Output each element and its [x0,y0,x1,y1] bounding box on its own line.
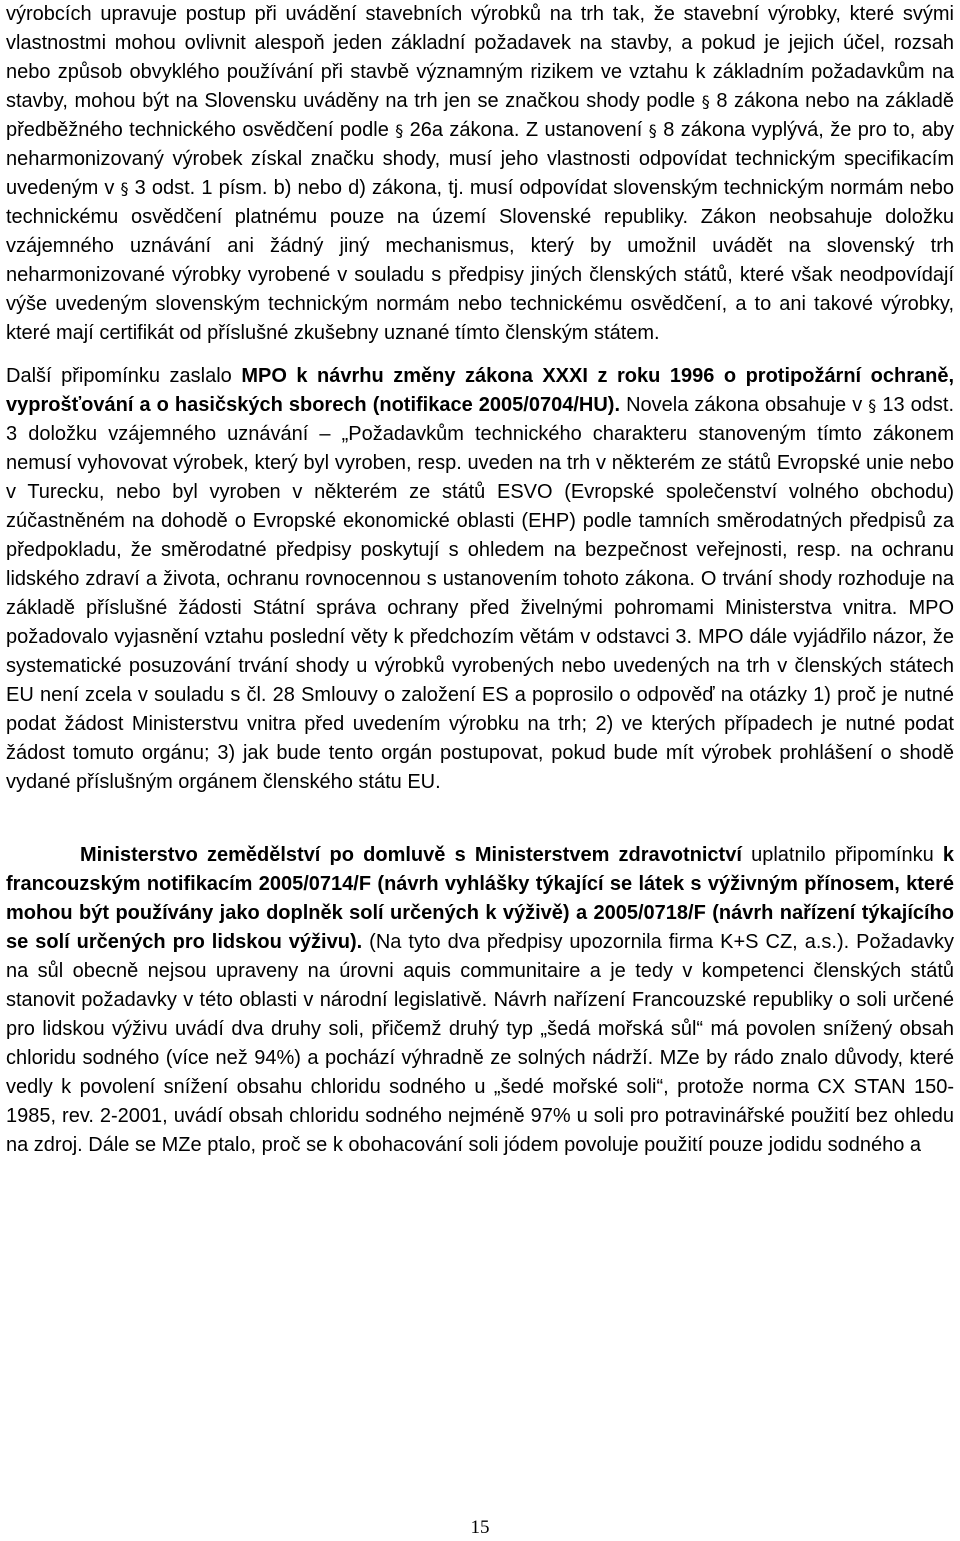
text-run: Další připomínku zaslalo [6,365,242,387]
text-run: 8 zákona vyplývá, že pro to, aby neharmonizovaný výrobek získal značku shody, musí jeho vlastnosti odpovídat technickým specifikacím uvedeným v [6,119,954,199]
page-number: 15 [470,1517,490,1538]
document-page [6,0,954,1160]
bold-heading-run: k francouzským notifikacím 2005/0714/F (návrh vyhlášky týkající se látek s výživným přínosem, které mohou být používány jako doplněk solí určených k výživě) a 2005/0718/F (návrh nařízení týkajícího se solí určených pro lidskou výživu). [6,844,954,953]
bold-heading-run: MPO k návrhu změny zákona XXXI z roku 1996 o protipožární ochraně, vyprošťování a o hasičských sborech (notifikace 2005/0704/HU). [6,365,954,416]
paragraph-slovak-construction-products [6,0,954,348]
text-run: 3 odst. 1 písm. b) nebo d) zákona, tj. musí odpovídat slovenským technickým normám nebo technickému osvědčení platnému pouze na území Slovenské republiky. Zákon neobsahuje doložku vzájemného uznávání ani žádný jiný mechanismus, který by umožnil uvádět na slovenský trh neharmonizované výrobky vyrobené v souladu s předpisy jiných členských států, které však neodpovídají výše uvedeným slovenským technickým normám nebo technickému osvědčení, a to ani takové výrobky, které mají certifikát od příslušné zkušebny uznané tímto členským státem. [6,177,954,344]
text-run: 13 odst. 3 doložku vzájemného uznávání – „Požadavkům technického charakteru stanoveným tímto zákonem nemusí vyhovovat výrobek, který byl vyroben, resp. uveden na trh v některém ze států Evropské unie nebo v Turecku, nebo byl vyroben v některém ze států ESVO (Evropské společenství volného obchodu) zúčastněném na dohodě o Evropské ekonomické oblasti (EHP) podle tamních směrodatných předpisů za předpokladu, že směrodatné předpisy poskytují s ohledem na bezpečnost veřejnosti, resp. na ochranu lidského zdraví a života, ochranu rovnocennou s ustanovením tohoto zákona. O trvání shody rozhoduje na základě příslušné žádosti Státní správa ochrany před živelnými pohromami Ministerstva vnitra. MPO požadovalo vyjasnění vztahu poslední věty k předchozím větám v odstavci 3. MPO dále vyjádřilo názor, že systematické posuzování trvání shody u výrobků vyrobených nebo uvedených na trh v členských státech EU není zcela v souladu s čl. 28 Smlouvy o založení ES a poprosilo o odpověď na otázky 1) proč je nutné podat žádost Ministerstvu vnitra před uvedením výrobku na trh; 2) ve kterých případech je nutné podat žádost tomuto orgánu; 3) jak bude tento orgán postupovat, pokud bude mít výrobek prohlášení o shodě vydané příslušným orgánem členského státu EU. [6,394,954,793]
text-run: výrobcích upravuje postup při uvádění stavebních výrobků na trh tak, že stavební výrobky, které svými vlastnostmi mohou ovlivnit alespoň jeden základní požadavek na stavby, a pokud je jejich účel, rozsah nebo způsob obvyklého používání při stavbě významným rizikem ve vztahu k základním požadavkům na stavby, mohou být na Slovensku uváděny na trh jen se značkou shody podle [6,3,954,112]
text-run: (Na tyto dva předpisy upozornila firma K+S CZ, a.s.). Požadavky na sůl obecně nejsou upraveny na úrovni aquis communitaire a je tedy v kompetenci členských států stanovit požadavky v této oblasti v národní legislativě. Návrh nařízení Francouzské republiky o soli určené pro lidskou výživu uvádí dva druhy soli, přičemž druhý typ „šedá mořská sůl“ má povolen snížený obsah chloridu sodného (více než 94%) a pochází výhradně ze solných nádrží. MZe by rádo znalo důvody, které vedly k povolení snížení obsahu chloridu sodného u „šedé mořské soli“, protože norma CX STAN 150-1985, rev. 2-2001, uvádí obsah chloridu sodného nejméně 97% u soli pro potravinářské použití bez ohledu na zdroj. Dále se MZe ptalo, proč se k obohacování soli jódem povoluje použití pouze jodidu sodného a [6,931,954,1156]
text-run: 26a zákona. Z ustanovení [403,119,649,141]
text-run: uplatnilo připomínku [741,844,943,866]
section-sign: § [701,92,710,111]
paragraph-mpo-fire-protection [6,362,954,797]
section-sign: § [868,396,877,415]
section-sign: § [395,121,404,140]
bold-heading-run: Ministerstvo zemědělství po domluvě s Ministerstvem zdravotnictví [80,844,742,866]
text-run: Novela zákona obsahuje v [620,394,869,416]
paragraph-mze-salt-notifications [6,841,954,1160]
section-sign: § [648,121,657,140]
section-sign: § [120,179,129,198]
text-run: 8 zákona nebo na základě předběžného technického osvědčení podle [6,90,955,141]
